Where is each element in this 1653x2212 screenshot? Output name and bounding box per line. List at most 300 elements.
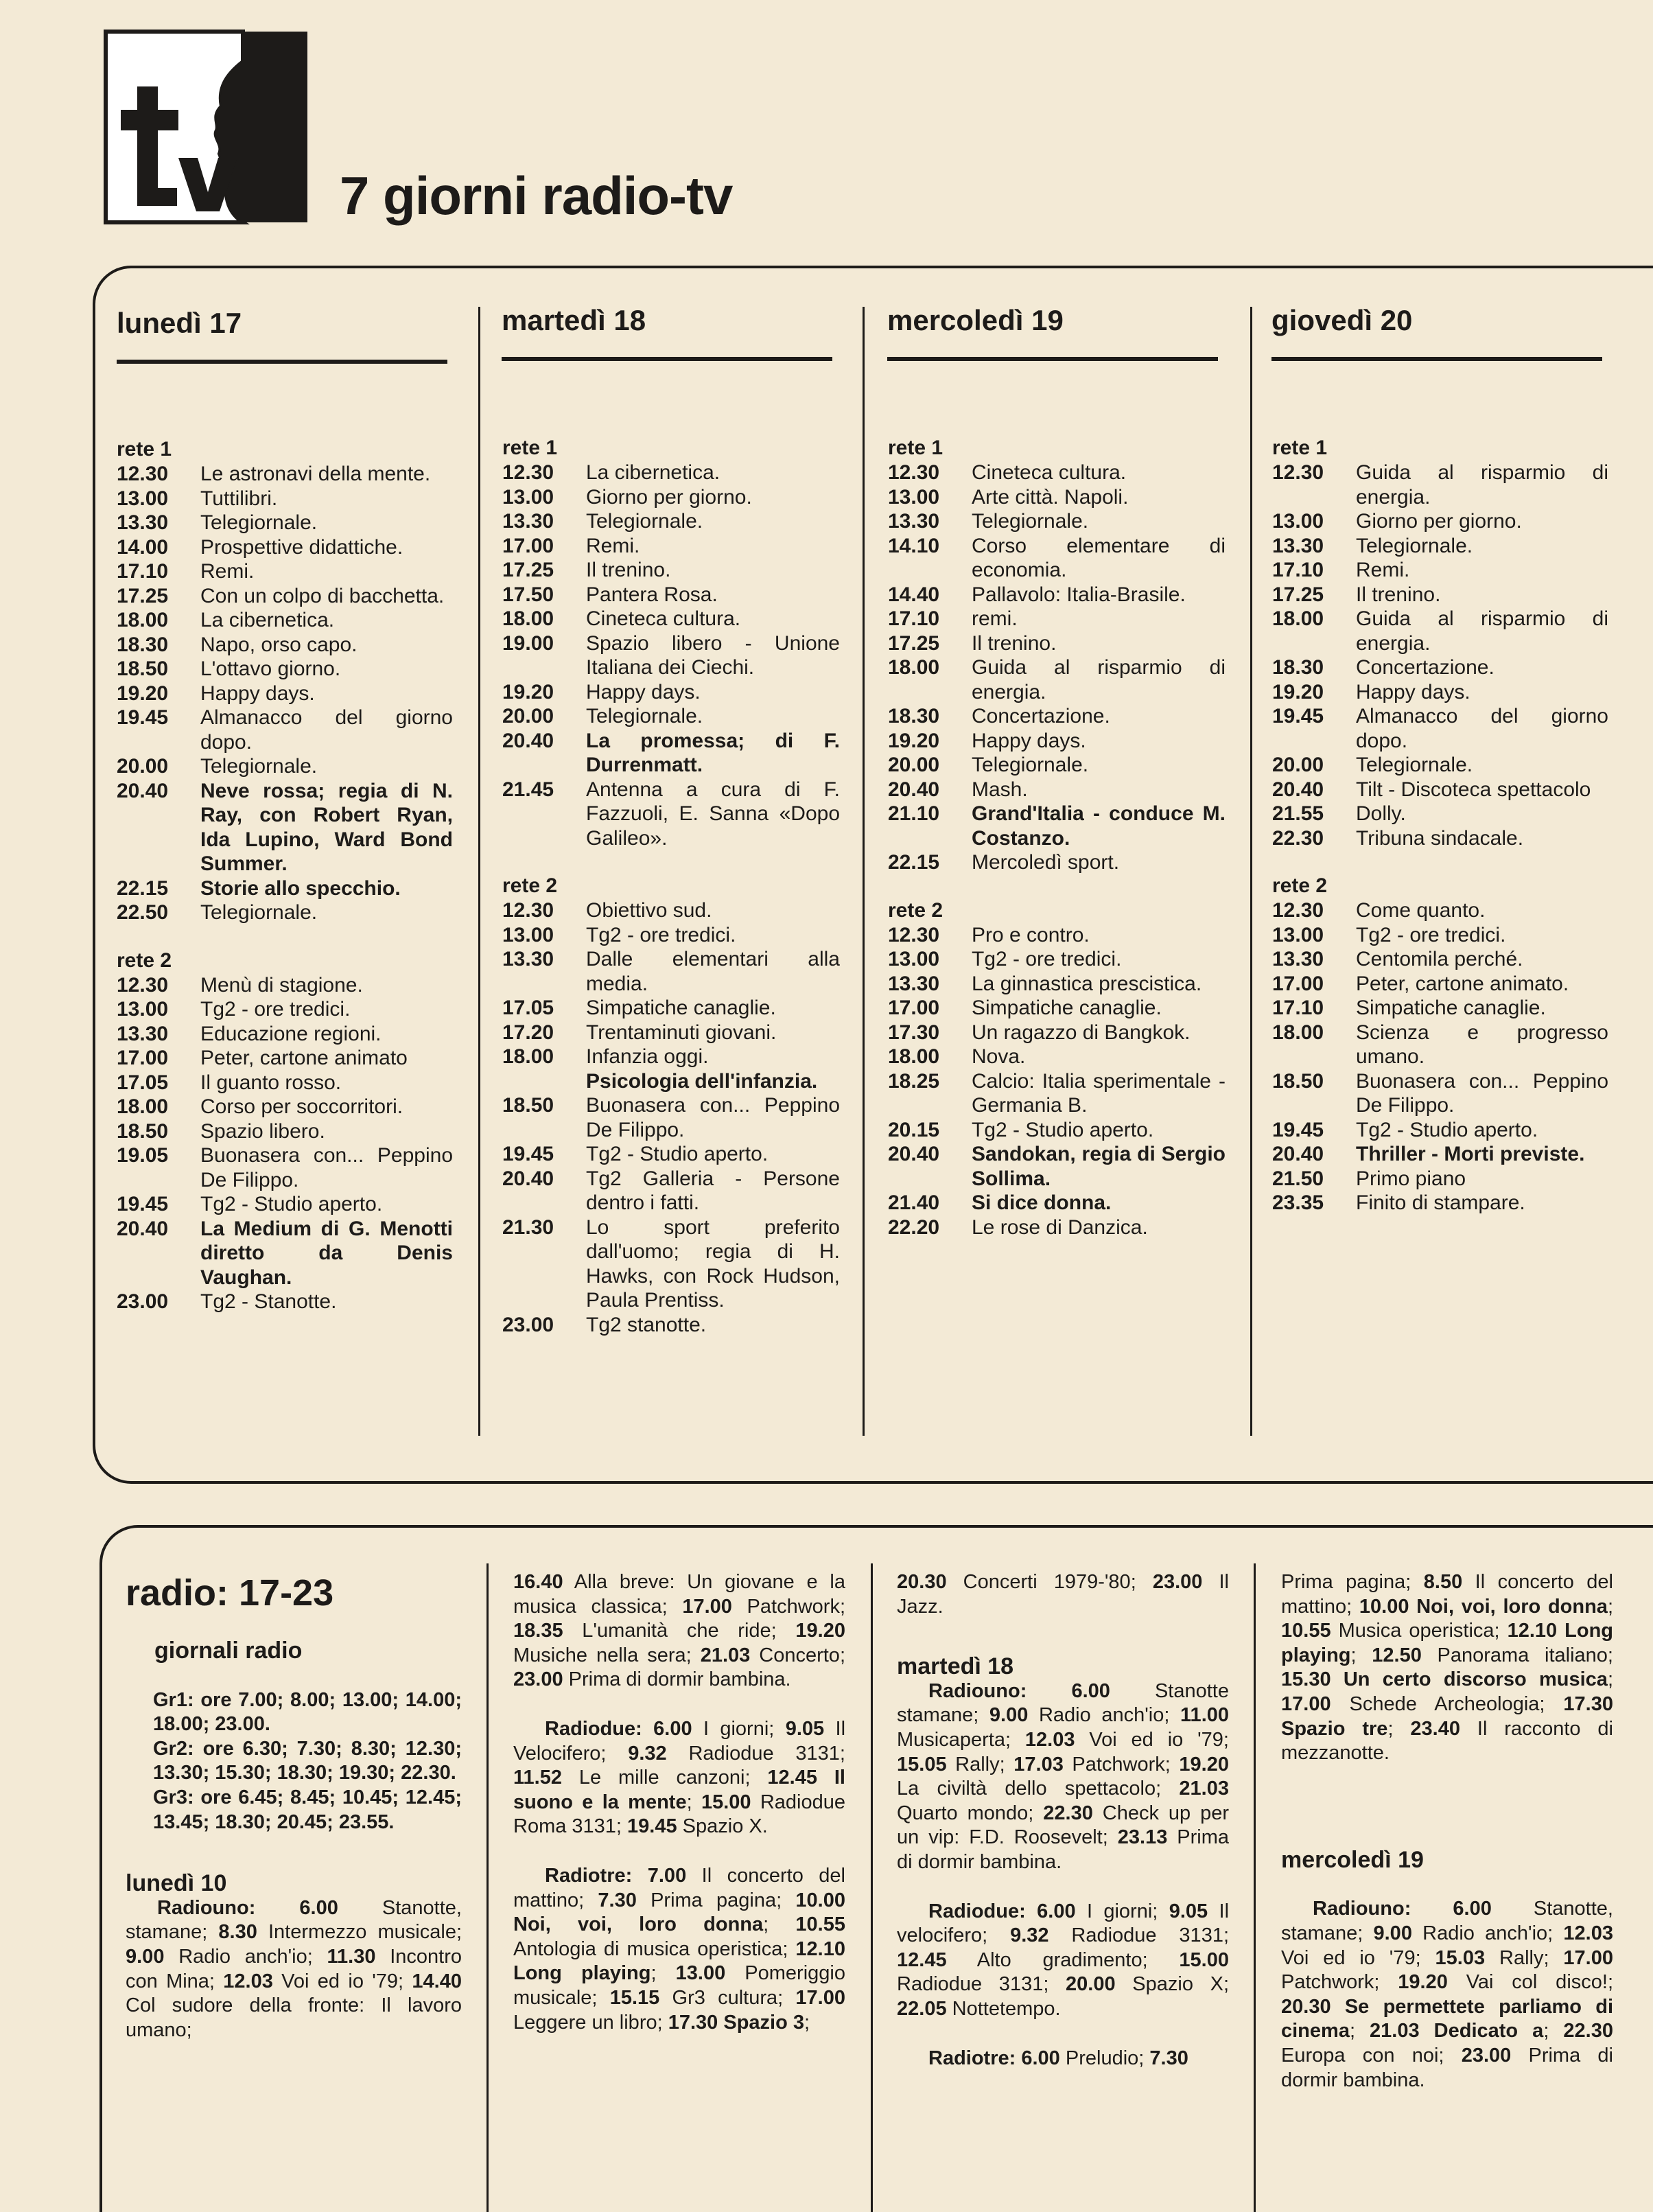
program-title: Peter, cartone animato. [1356,972,1569,995]
program-row [1272,923,1608,948]
program-title: Tg2 - ore tredici. [200,998,351,1021]
program-time: 18.00 [1272,1021,1324,1044]
program-row [1272,1118,1608,1143]
column-divider [1250,307,1252,1436]
program-title: Guida al risparmio di energia. [1356,607,1608,655]
program-time: 19.45 [1272,1118,1324,1141]
program-row [117,487,453,511]
program-title: Dalle elementari alla media. [586,948,840,995]
heading-underline [117,360,447,364]
radiotre-tuesday: Radiotre: 6.00 Preludio; 7.30 [928,2047,1188,2069]
program-row [1272,778,1608,802]
program-title: Con un colpo di bacchetta. [200,584,445,607]
program-title: Centomila perché. [1356,948,1523,970]
program-title: Un ragazzo di Bangkok. [972,1021,1191,1044]
program-title: Buonasera con... Peppino De Filippo. [586,1094,840,1141]
program-row [1272,1069,1608,1118]
program-time: 18.50 [502,1094,554,1117]
program-row [1272,680,1608,705]
page-title: 7 giorni radio-tv [340,165,733,226]
program-title: Neve rossa; regia di N. Ray, con Robert Ryan, Ida Lupino, Ward Bond Summer. [200,779,453,875]
program-row [888,1191,1226,1215]
program-title: Simpatiche canaglie. [1356,997,1546,1019]
program-time: 18.30 [888,705,940,727]
program-time: 14.40 [888,583,940,606]
program-time: 17.25 [1272,583,1324,606]
network-label: rete 1 [117,438,172,461]
network-label: rete 1 [1272,436,1328,459]
program-title: Guida al risparmio di energia. [1356,461,1608,509]
program-row [117,608,453,633]
day-heading: mercoledì 19 [887,304,1064,336]
program-time: 20.40 [888,778,940,801]
heading-underline [1271,357,1602,361]
program-title: Pallavolo: Italia-Brasile. [972,583,1186,606]
radio-continuation: 20.30 Concerti 1979-'80; 23.00 Il Jazz. [897,1571,1229,1618]
radiouno-tuesday: Radiouno: 6.00 Stanotte stamane; 9.00 Radio anch'io; 11.00 Musicaperta; 12.03 Voi ed io '79; 15.05 Rally; 17.03 Patchwork; 19.20 La civiltà dello spettacolo; 21.03 Quarto mondo; 22.30 Check up per un vip: F.D. Roosevelt; 23.13 Prima di dormir bambina. [897,1679,1230,1873]
program-row [117,1119,453,1144]
program-row [888,1142,1226,1191]
program-row [888,704,1226,729]
program-time: 21.55 [1272,802,1324,825]
program-row [502,607,840,631]
program-row [1272,996,1608,1021]
program-time: 14.10 [888,534,940,557]
radiotre-monday: Radiotre: 7.00 Il concerto del mattino; 7.30 Prima pagina; 10.00 Noi, voi, loro donna; 10.55 Antologia di musica operistica; 12.10 Long playing; 13.00 Pomeriggio musicale; 15.15 Gr3 cultura; 17.00 Leggere un libro; 17.30 Spazio 3; [513,1864,845,2034]
program-row [502,1045,840,1069]
program-time: 19.20 [502,680,554,703]
program-time: 12.30 [888,923,940,946]
program-title: Giorno per giorno. [586,485,752,509]
network-label: rete 2 [117,948,172,972]
program-title: Corso per soccorritori. [200,1095,403,1118]
program-title: Prospettive didattiche. [200,535,403,559]
program-time: 13.00 [888,948,940,970]
program-row [117,535,453,560]
day-heading: lunedì 17 [117,307,242,339]
program-row [1272,607,1608,655]
program-time: 18.50 [117,657,169,680]
tv-day-column [1272,436,1608,1215]
program-time: 21.10 [888,802,940,825]
program-time: 20.40 [888,1143,940,1165]
program-row [117,876,453,901]
program-time: 13.30 [1272,534,1324,557]
tv-day-column [888,436,1226,1239]
program-row [888,753,1226,778]
program-time: 20.40 [117,1217,169,1240]
program-title: Telegiornale. [200,511,318,534]
program-row [888,1215,1226,1240]
program-row [502,680,840,705]
program-time: 17.25 [502,559,554,581]
program-title: Sandokan, regia di Sergio Sollima. [972,1143,1226,1190]
program-title: La ginnastica prescistica. [972,972,1202,995]
program-row [888,778,1226,802]
program-time: 23.00 [117,1290,169,1313]
program-time: 21.30 [502,1215,554,1239]
program-title: L'ottavo giorno. [200,657,341,680]
program-time: 17.50 [502,583,554,606]
program-time: 20.40 [1272,778,1324,801]
program-time: 21.50 [1272,1167,1324,1190]
program-title: Napo, orso capo. [200,633,357,656]
program-title: Simpatiche canaglie. [972,997,1162,1019]
program-title: Telegiornale. [586,705,703,727]
gr3-times: Gr3: ore 6.45; 8.45; 10.45; 12.45; 13.45; 18.30; 20.45; 23.55. [153,1786,462,1833]
program-time: 18.00 [888,1045,940,1068]
program-time: 13.30 [888,510,940,533]
program-title: Telegiornale. [972,510,1089,533]
program-row [117,1217,453,1290]
program-row [888,729,1226,754]
program-time: 13.00 [117,487,169,510]
program-title: Remi. [1356,559,1410,581]
heading-underline [502,357,832,361]
program-row [1272,509,1608,534]
program-title: Trentaminuti giovani. [586,1021,777,1044]
program-title: Dolly. [1356,802,1406,825]
program-title: Nova. [972,1045,1026,1068]
program-row [1272,1142,1608,1167]
program-title: Tg2 - Studio aperto. [972,1118,1154,1141]
program-title: Pro e contro. [972,923,1090,946]
program-title: Grand'Italia - conduce M. Costanzo. [972,802,1226,850]
program-title: Tg2 - ore tredici. [586,923,736,946]
program-row [1272,583,1608,607]
program-title: Happy days. [1356,680,1470,703]
program-title: Telegiornale. [586,510,703,533]
program-title: Tg2 - ore tredici. [972,948,1122,970]
program-row [888,850,1226,875]
program-time: 17.10 [888,607,940,630]
program-title: Almanacco del giorno dopo. [1356,705,1608,752]
program-row [502,461,840,485]
program-time: 18.00 [888,656,940,679]
program-title: Guida al risparmio di energia. [972,656,1226,703]
program-time: 12.30 [888,461,940,484]
program-time: 20.00 [1272,754,1324,776]
program-title: Concertazione. [972,705,1110,727]
program-row [502,631,840,680]
day-heading: giovedì 20 [1271,304,1413,336]
program-time: 19.00 [502,631,554,655]
program-time: 20.00 [502,705,554,727]
program-time: 14.00 [117,535,169,559]
program-row [502,898,840,923]
program-row [888,631,1226,656]
radio-column-3 [897,1570,1229,2071]
program-row [117,584,453,609]
program-title: Peter, cartone animato [200,1047,408,1069]
tv-day-column [117,437,453,1314]
program-row [888,1069,1226,1118]
program-row [117,511,453,535]
program-time: 12.30 [502,461,554,484]
program-time: 18.00 [117,609,169,631]
program-row [888,1045,1226,1069]
program-row [1272,1021,1608,1069]
program-row [117,633,453,657]
program-time: 17.10 [117,560,169,583]
program-time: 12.30 [502,899,554,922]
program-title: Telegiornale. [1356,534,1473,557]
program-row [888,1118,1226,1143]
program-time: 13.30 [502,948,554,970]
program-row [117,1046,453,1071]
program-time: 19.20 [1272,680,1324,703]
program-title: Happy days. [586,680,701,703]
radiouno-wednesday: Radiouno: 6.00 Stanotte, stamane; 9.00 Radio anch'io; 12.03 Voi ed io '79; 15.03 Rally; 17.00 Patchwork; 19.20 Vai col disco!; 20.30 Se permettete parliamo di cinema; 21.03 Dedicato a; 22.30 Europa con noi; 23.00 Prima di dormir bambina. [1281,1898,1613,2091]
program-title: La promessa; di F. Durrenmatt. [586,729,840,776]
program-title: Concertazione. [1356,656,1494,679]
program-time: 19.45 [502,1143,554,1165]
program-title: Happy days. [200,682,315,705]
radio-day-heading: mercoledì 19 [1281,1846,1424,1873]
program-row [888,509,1226,534]
gr1-times: Gr1: ore 7.00; 8.00; 13.00; 14.00; 18.00; 23.00. [153,1688,462,1736]
program-time: 22.30 [1272,826,1324,850]
program-time: 19.20 [888,729,940,752]
program-title: Telegiornale. [200,901,318,924]
program-time: 17.30 [888,1021,940,1044]
program-row [117,754,453,779]
program-time: 17.00 [502,534,554,557]
program-time: 23.35 [1272,1191,1324,1214]
program-time: 20.00 [117,755,169,778]
program-title: Corso elementare di economia. [972,534,1226,581]
program-row [888,583,1226,607]
program-time: 17.25 [117,584,169,607]
program-title: Obiettivo sud. [586,899,712,922]
program-row [502,947,840,996]
program-time: 20.40 [502,729,554,752]
program-title: Il guanto rosso. [200,1071,342,1094]
program-row [888,1021,1226,1045]
program-row [1272,947,1608,972]
program-time: 18.25 [888,1069,940,1093]
program-title: Psicologia dell'infanzia. [586,1069,818,1093]
program-row [1272,1167,1608,1191]
program-title: Telegiornale. [200,755,318,778]
program-title: Tribuna sindacale. [1356,826,1524,850]
program-row [1272,704,1608,753]
radiouno-monday: Radiouno: 6.00 Stanotte, stamane; 8.30 Intermezzo musicale; 9.00 Radio anch'io; 11.30 Incontro con Mina; 12.03 Voi ed io '79; 14.40 Col sudore della fronte: Il lavoro umano; [126,1896,462,2041]
program-time: 18.30 [117,633,169,656]
program-time: 22.20 [888,1215,940,1239]
program-row [117,1143,453,1192]
program-title: Tg2 - Studio aperto. [1356,1118,1538,1141]
column-divider [871,1563,873,2212]
program-row [502,1069,840,1094]
program-title: Tg2 - Studio aperto. [586,1143,769,1165]
program-title: Mercoledì sport. [972,851,1120,874]
program-time: 12.30 [1272,461,1324,484]
program-row [1272,655,1608,680]
tv-logo [102,27,312,226]
program-row [117,462,453,487]
program-title: Le rose di Danzica. [972,1215,1148,1239]
program-row [502,1021,840,1045]
radio-column-2 [513,1570,845,2035]
radiodue-monday: Radiodue: 6.00 I giorni; 9.05 Il Velocifero; 9.32 Radiodue 3131; 11.52 Le mille canzoni; 12.45 Il suono e la mente; 15.00 Radiodue Roma 3131; 19.45 Spazio X. [513,1717,846,1838]
program-row [888,485,1226,510]
program-row [502,1093,840,1142]
program-time: 18.00 [502,1045,554,1068]
program-time: 23.00 [502,1313,554,1336]
program-row [1272,826,1608,851]
program-row [502,1167,840,1215]
program-time: 13.30 [1272,948,1324,970]
network-label: rete 1 [502,436,558,459]
program-time: 13.30 [117,511,169,534]
program-title: La Medium di G. Menotti diretto da Denis Vaughan. [200,1217,453,1289]
program-row [117,706,453,754]
program-time: 21.40 [888,1191,940,1214]
program-row [1272,898,1608,923]
program-title: Antenna a cura di F. Fazzuoli, E. Sanna «Dopo Galileo». [586,778,840,850]
program-title: Menù di stagione. [200,973,363,997]
radiodue-tuesday: Radiodue: 6.00 I giorni; 9.05 Il velocifero; 9.32 Radiodue 3131; 12.45 Alto gradimento; 15.00 Radiodue 3131; 20.00 Spazio X; 22.05 Nottetempo. [897,1900,1230,2020]
program-row [1272,753,1608,778]
program-title: Tg2 - Stanotte. [200,1290,337,1313]
program-row [117,682,453,706]
program-title: Primo piano [1356,1167,1466,1190]
program-time: 17.00 [117,1047,169,1069]
program-row [888,607,1226,631]
program-time: 18.30 [1272,656,1324,679]
program-title: La cibernetica. [586,461,720,484]
program-title: Remi. [200,560,255,583]
program-time: 18.00 [502,607,554,630]
program-row [502,729,840,778]
program-title: Telegiornale. [972,754,1089,776]
program-time: 21.45 [502,778,554,801]
program-title: Lo sport preferito dall'uomo; regia di H. Hawks, con Rock Hudson, Paula Prentiss. [586,1215,840,1312]
program-row [502,558,840,583]
program-time: 17.05 [117,1071,169,1094]
program-time: 12.30 [117,973,169,997]
program-row [1272,802,1608,826]
program-row [117,1071,453,1095]
program-title: Simpatiche canaglie. [586,997,776,1019]
radio-title: radio: 17-23 [126,1572,334,1614]
program-row [117,1095,453,1119]
program-row [1272,1191,1608,1215]
program-row [888,972,1226,997]
program-title: Finito di stampare. [1356,1191,1525,1214]
program-time: 18.00 [117,1095,169,1118]
program-row [117,559,453,584]
program-time: 18.50 [1272,1069,1324,1093]
program-title: Spazio libero. [200,1119,325,1143]
program-time: 13.00 [1272,510,1324,533]
program-title: Thriller - Morti previste. [1356,1143,1585,1165]
program-time: 22.50 [117,901,169,924]
tv-day-column [502,436,840,1337]
program-time: 20.15 [888,1118,940,1141]
heading-underline [887,357,1218,361]
program-row [117,657,453,682]
program-title: Tg2 stanotte. [586,1313,707,1336]
program-time: 17.00 [888,997,940,1019]
program-time: 17.20 [502,1021,554,1044]
program-row [502,583,840,607]
program-title: Il trenino. [586,559,671,581]
radio-day-heading: lunedì 10 [126,1870,227,1897]
program-time: 13.00 [502,923,554,946]
program-row [117,1192,453,1217]
program-row [117,973,453,998]
program-time [502,1069,586,1094]
program-row [888,947,1226,972]
program-row [117,997,453,1022]
program-row [502,1313,840,1338]
column-divider [1254,1563,1256,2212]
program-row [888,461,1226,485]
program-title: Tg2 Galleria - Persone dentro i fatti. [586,1167,840,1214]
radio-continuation: Prima pagina; 8.50 Il concerto del mattino; 10.00 Noi, voi, loro donna; 10.55 Musica operistica; 12.10 Long playing; 12.50 Panorama italiano; 15.30 Un certo discorso musica; 17.00 Schede Archeologia; 17.30 Spazio tre; 23.40 Il racconto di mezzanotte. [1281,1571,1614,1765]
program-title: Il trenino. [972,631,1057,655]
program-time: 22.15 [888,851,940,874]
program-time: 17.10 [1272,559,1324,581]
day-heading: martedì 18 [502,304,646,336]
program-time: 13.30 [888,972,940,995]
program-title: Buonasera con... Peppino De Filippo. [1356,1069,1608,1117]
program-time: 13.30 [117,1022,169,1045]
program-title: Tilt - Discoteca spettacolo [1356,778,1591,801]
program-title: Storie allo specchio. [200,876,401,900]
program-row [502,778,840,851]
program-row [502,1142,840,1167]
program-title: Tg2 - Studio aperto. [200,1193,383,1215]
program-row [117,1290,453,1314]
program-row [888,534,1226,583]
program-time: 13.00 [117,998,169,1021]
program-title: Arte città. Napoli. [972,485,1129,509]
program-title: Calcio: Italia sperimentale - Germania B. [972,1069,1226,1117]
giornali-radio-heading: giornali radio [154,1638,303,1664]
program-time: 19.20 [117,682,169,705]
program-time: 12.30 [117,463,169,485]
program-row [502,485,840,510]
program-title: Cineteca cultura. [972,461,1127,484]
column-divider [478,307,480,1436]
program-time: 17.00 [1272,972,1324,995]
network-label: rete 2 [502,874,558,897]
program-title: Scienza e progresso umano. [1356,1021,1608,1068]
program-row [1272,534,1608,559]
program-row [888,996,1226,1021]
program-title: La cibernetica. [200,609,335,631]
program-title: Cineteca cultura. [586,607,741,630]
program-title: Buonasera con... Peppino De Filippo. [200,1144,453,1191]
program-row [502,509,840,534]
program-time: 18.50 [117,1119,169,1143]
program-time: 13.00 [502,485,554,509]
program-title: Infanzia oggi. [586,1045,709,1068]
program-row [117,1022,453,1047]
program-row [117,900,453,925]
program-time: 20.00 [888,754,940,776]
program-row [117,779,453,876]
program-time: 12.30 [1272,899,1324,922]
program-row [888,802,1226,850]
program-title: remi. [972,607,1018,630]
network-label: rete 2 [1272,874,1328,897]
program-time: 20.40 [1272,1143,1324,1165]
radio-day-heading: martedì 18 [897,1653,1014,1680]
